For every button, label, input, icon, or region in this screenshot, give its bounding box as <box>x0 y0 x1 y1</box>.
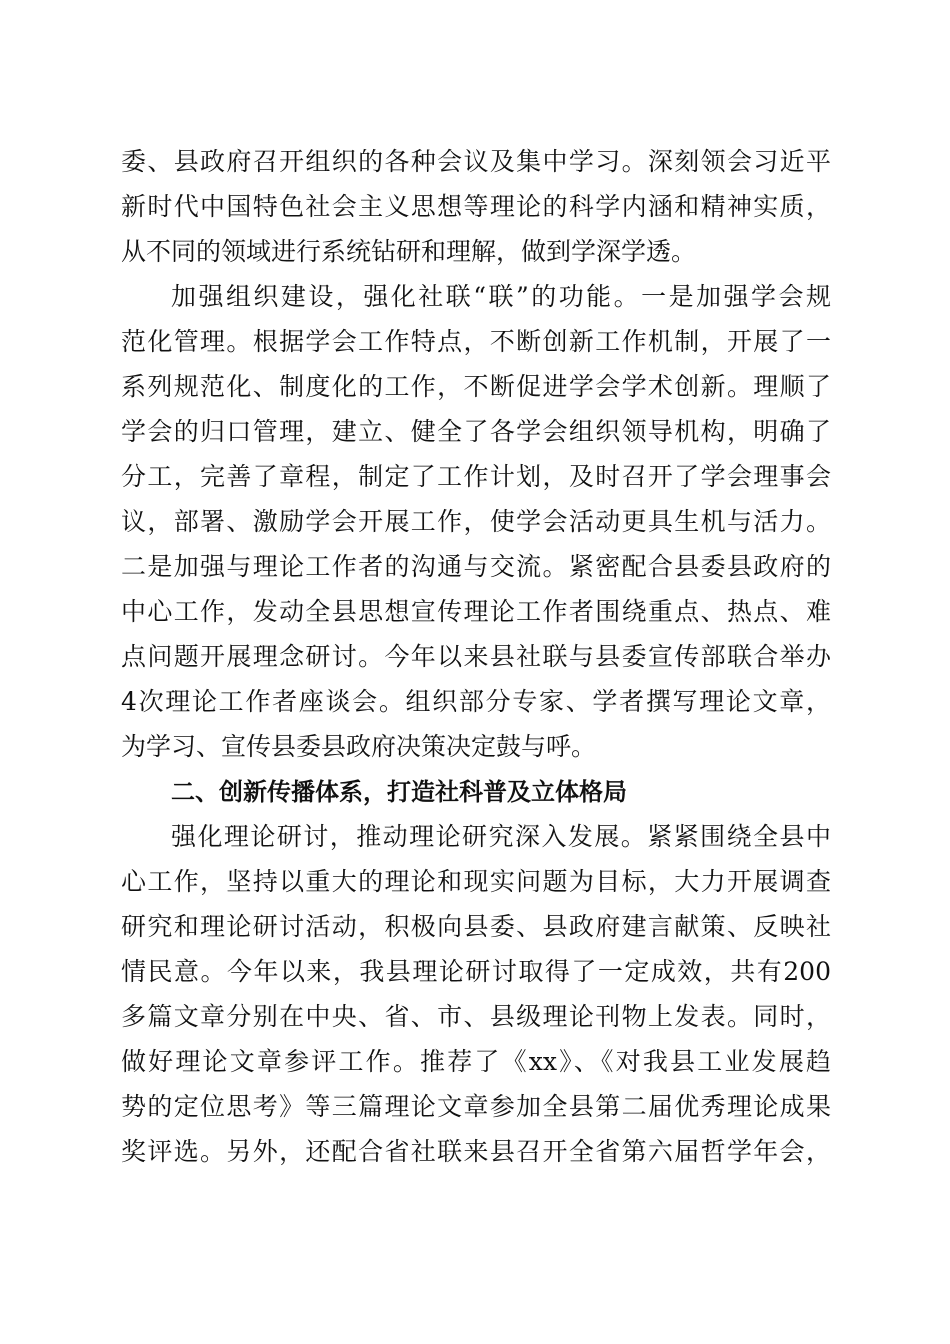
body-text-line: 4次理论工作者座谈会。组织部分专家、学者撰写理论文章， <box>121 687 831 716</box>
body-text-line: 分工，完善了章程，制定了工作计划，及时召开了学会理事会 <box>121 462 831 491</box>
body-text-line: 为学习、宣传县委县政府决策决定鼓与呼。 <box>121 732 597 761</box>
body-text-line: 议，部署、激励学会开展工作，使学会活动更具生机与活力。 <box>121 507 831 536</box>
body-text-line: 奖评选。另外，还配合省社联来县召开全省第六届哲学年会， <box>121 1137 831 1166</box>
section-heading: 二、创新传播体系，打造社科普及立体格局 <box>171 778 627 806</box>
body-text-line: 学会的归口管理，建立、健全了各学会组织领导机构，明确了 <box>121 417 831 446</box>
body-text-line: 情民意。今年以来，我县理论研讨取得了一定成效，共有200 <box>121 957 831 986</box>
body-text-line: 做好理论文章参评工作。推荐了《xx》、《对我县工业发展趋 <box>121 1047 831 1076</box>
body-text-line: 范化管理。根据学会工作特点，不断创新工作机制，开展了一 <box>121 327 831 356</box>
body-text-line: 中心工作，发动全县思想宣传理论工作者围绕重点、热点、难 <box>121 597 831 626</box>
body-text-line: 势的定位思考》等三篇理论文章参加全县第二届优秀理论成果 <box>121 1092 831 1121</box>
body-text-line: 点问题开展理念研讨。今年以来县社联与县委宣传部联合举办 <box>121 642 831 671</box>
body-text-line: 多篇文章分别在中央、省、市、县级理论刊物上发表。同时， <box>121 1002 831 1031</box>
body-text-line: 系列规范化、制度化的工作，不断促进学会学术创新。理顺了 <box>121 372 831 401</box>
body-text-line: 心工作，坚持以重大的理论和现实问题为目标，大力开展调查 <box>121 867 831 896</box>
body-text-line: 加强组织建设，强化社联“联”的功能。一是加强学会规 <box>171 282 831 311</box>
body-text-line: 强化理论研讨，推动理论研究深入发展。紧紧围绕全县中 <box>171 822 831 851</box>
body-text-line: 研究和理论研讨活动，积极向县委、县政府建言献策、反映社 <box>121 912 831 941</box>
body-text-line: 二是加强与理论工作者的沟通与交流。紧密配合县委县政府的 <box>121 552 831 581</box>
body-text-line: 从不同的领域进行系统钻研和理解，做到学深学透。 <box>121 237 697 266</box>
body-text-line: 新时代中国特色社会主义思想等理论的科学内涵和精神实质， <box>121 192 831 221</box>
body-text-line: 委、县政府召开组织的各种会议及集中学习。深刻领会习近平 <box>121 147 831 176</box>
